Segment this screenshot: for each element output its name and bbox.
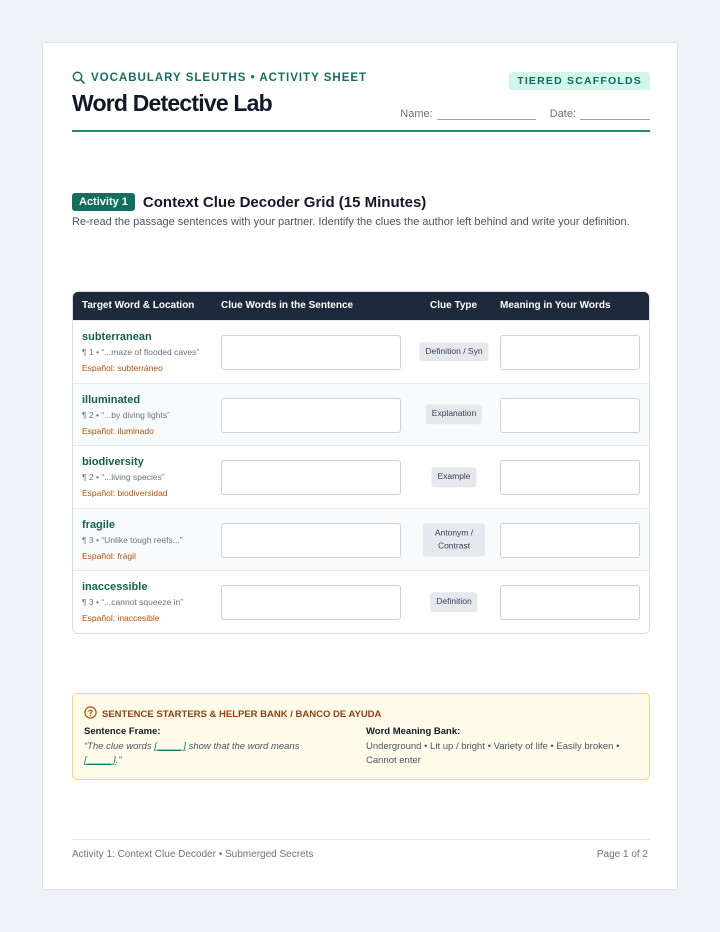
meaning-input[interactable]: [500, 460, 640, 495]
clue-words-input[interactable]: [221, 460, 401, 495]
clue-type-text: Explanation: [431, 408, 477, 419]
activity-pill: Activity 1: [72, 193, 135, 211]
page-number: Page 1 of 2: [596, 849, 648, 860]
column-header: Clue Words in the Sentence: [221, 300, 354, 311]
frame-part: “The clue words: [84, 741, 155, 752]
target-word: inaccessible: [82, 581, 148, 594]
sentence-frame-label: Sentence Frame:: [84, 726, 161, 737]
table-row: [73, 570, 649, 633]
word-location: ¶ 2 • “...by diving lights”: [82, 409, 170, 420]
table-row: [73, 320, 649, 383]
word-bank-text: Underground • Lit up / bright • Variety of life • Easily broken • Cannot enter: [366, 741, 620, 767]
eyebrow-text: VOCABULARY SLEUTHS • ACTIVITY SHEET: [91, 71, 368, 84]
name-date-fields: [400, 108, 650, 120]
date-label: Date:: [549, 108, 576, 120]
clue-decoder-table: [72, 291, 650, 634]
meaning-input[interactable]: [500, 585, 640, 620]
clue-words-input[interactable]: [221, 335, 401, 370]
clue-type-tag: [419, 342, 488, 362]
clue-type-text: Contrast: [437, 540, 471, 551]
date-field[interactable]: [550, 108, 650, 120]
spanish-cognate: Español: inaccesible: [82, 613, 160, 624]
sentence-frame-text: [84, 740, 334, 769]
frame-blank: [_____]: [84, 755, 116, 767]
word-bank-label: Word Meaning Bank:: [366, 726, 461, 737]
spanish-cognate: Español: frágil: [82, 550, 136, 561]
spanish-cognate: Español: subterráneo: [82, 363, 163, 373]
activity-instructions: Re-read the passage sentences with your partner. Identify the clues the author left behind and write your definition.: [72, 216, 630, 228]
page-title: Word Detective Lab: [72, 90, 272, 116]
helper-bank: [72, 693, 650, 780]
spanish-cognate: Español: biodiversidad: [82, 488, 168, 499]
table-header: [73, 292, 649, 320]
clue-words-input[interactable]: [221, 523, 401, 558]
date-line[interactable]: [580, 108, 650, 120]
clue-type-tag: [423, 523, 485, 556]
table-row: [73, 508, 649, 571]
clue-type-text: Antonym /: [434, 526, 474, 537]
target-word: illuminated: [82, 393, 141, 406]
clue-type-tag: [426, 405, 482, 425]
frame-part: show that the word means: [185, 741, 300, 752]
frame-part: .”: [115, 755, 122, 767]
table-row: [73, 383, 649, 446]
name-line[interactable]: [437, 108, 536, 120]
header: [72, 71, 650, 120]
column-header: Target Word & Location: [82, 300, 195, 311]
tier-badge: TIERED SCAFFOLDS: [509, 72, 650, 90]
helper-title-text: SENTENCE STARTERS & HELPER BANK / BANCO DE AYUDA: [102, 708, 382, 720]
header-divider: [72, 130, 650, 132]
column-header: Clue Type: [430, 300, 478, 311]
clue-type-tag: [431, 467, 476, 487]
clue-words-input[interactable]: [221, 398, 401, 433]
helper-title: [84, 706, 381, 722]
frame-blank: [_____]: [154, 741, 186, 752]
clue-type-text: Example: [437, 471, 471, 482]
clue-type-text: Definition / Syn: [425, 346, 483, 356]
clue-words-input[interactable]: [221, 585, 401, 620]
footer-left: Activity 1: Context Clue Decoder • Submerged Secrets: [72, 849, 314, 860]
column-header: Meaning in Your Words: [500, 300, 611, 311]
meaning-input[interactable]: [500, 398, 640, 433]
activity-title: Context Clue Decoder Grid (15 Minutes): [142, 193, 427, 211]
name-field[interactable]: [400, 108, 535, 120]
meaning-input[interactable]: [500, 335, 640, 370]
name-label: Name:: [400, 108, 433, 120]
target-word: fragile: [82, 518, 116, 531]
word-location: ¶ 3 • “Unlike tough reefs...”: [82, 534, 183, 545]
worksheet-page: [42, 42, 678, 890]
clue-type-tag: [430, 592, 477, 612]
activity-heading: [72, 193, 426, 211]
meaning-input[interactable]: [500, 523, 640, 558]
target-word: biodiversity: [82, 456, 144, 469]
word-location: ¶ 2 • “...living species”: [82, 472, 165, 483]
clue-type-text: Definition: [436, 596, 472, 607]
spanish-cognate: Español: iluminado: [82, 425, 154, 436]
word-location: ¶ 3 • “...cannot squeeze in”: [82, 597, 184, 608]
table-row: [73, 445, 649, 508]
help-circle-icon: [84, 706, 97, 722]
word-location: ¶ 1 • “...maze of flooded caves”: [82, 347, 200, 357]
search-icon: [72, 71, 85, 84]
footer-divider: [72, 839, 650, 840]
target-word: subterranean: [82, 331, 152, 343]
